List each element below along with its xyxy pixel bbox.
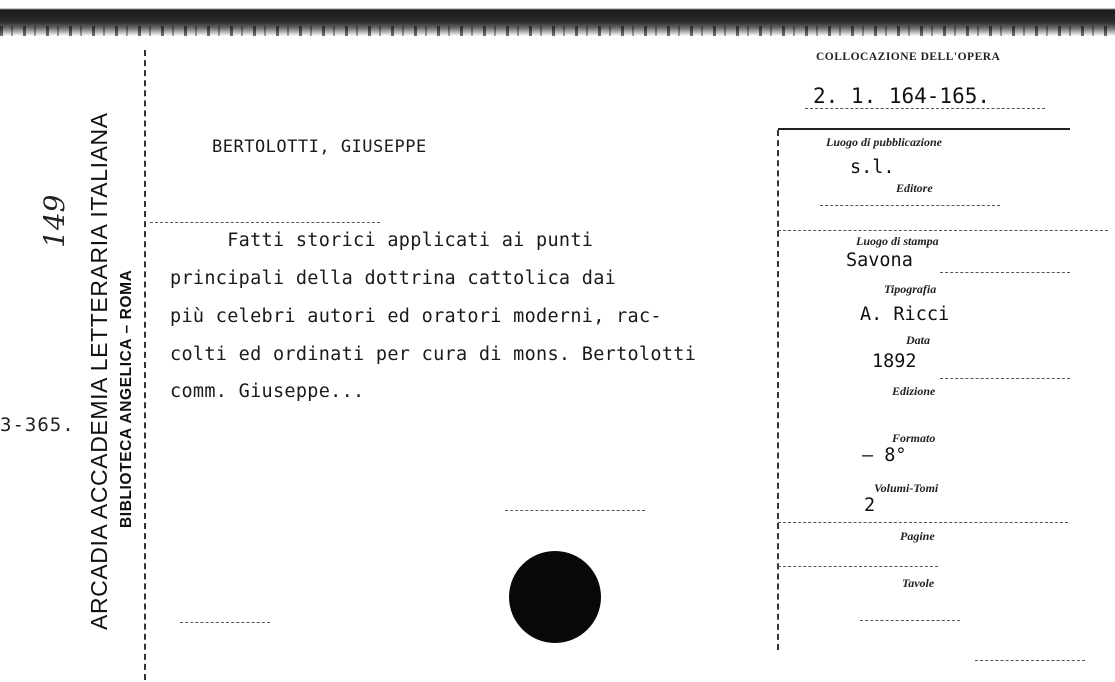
punch-hole (509, 551, 601, 643)
title-line: Fatti storici applicati ai punti (170, 230, 594, 251)
data-line (940, 378, 1070, 379)
data-value: 1892 (872, 351, 917, 372)
volumi-tomi-label: Volumi-Tomi (874, 481, 939, 495)
author-separator (150, 222, 380, 223)
tipografia-label: Tipografia (884, 282, 937, 296)
formato-label: Formato (892, 431, 936, 445)
pagine-label: Pagine (900, 529, 935, 543)
card-left-border (144, 50, 146, 680)
luogo-stampa-line (940, 272, 1070, 273)
library-name: BIBLIOTECA ANGELICA – ROMA (118, 269, 135, 528)
luogo-stampa-value: Savona (846, 250, 913, 271)
title-line: più celebri autori ed oratori moderni, rac- (170, 306, 662, 327)
author-heading: BERTOLOTTI, GIUSEPPE (212, 137, 427, 157)
title-block (170, 230, 780, 410)
tavole-line (860, 620, 960, 621)
tavole-label: Tavole (902, 576, 935, 590)
pagine-line (778, 566, 938, 567)
bottom-dash (180, 622, 270, 623)
institution-name: ARCADIA ACCADEMIA LETTERARIA ITALIANA (86, 112, 112, 630)
volumi-tomi-value: 2 (864, 495, 876, 516)
collocation-label: COLLOCAZIONE DELL'OPERA (816, 51, 1001, 63)
edizione-label: Edizione (892, 384, 936, 398)
collocation-value: 2. 1. 164-165. (813, 84, 991, 108)
collocation-underline (805, 108, 1045, 109)
scan-noise (0, 26, 1115, 36)
luogo-stampa-label: Luogo di stampa (856, 234, 939, 248)
editore-label: Editore (896, 181, 933, 195)
luogo-pubblicazione-value: s.l. (850, 157, 895, 178)
handwritten-number: 149 (38, 194, 71, 248)
editore-line (820, 205, 1000, 206)
fields-panel-top-line (778, 128, 1070, 130)
fields-separator (778, 230, 1108, 231)
mid-dash (505, 510, 645, 511)
data-label: Data (906, 333, 930, 347)
volumi-line (778, 522, 1068, 523)
luogo-pubblicazione-label: Luogo di pubblicazione (826, 135, 943, 149)
bottom-right-dash (975, 660, 1085, 661)
formato-value: – 8° (862, 445, 907, 466)
title-line: principali della dottrina cattolica dai (170, 268, 617, 289)
title-line: comm. Giuseppe... (170, 381, 365, 402)
left-margin-fragment: 3-365. (0, 414, 75, 436)
tipografia-value: A. Ricci (860, 304, 950, 325)
title-line: colti ed ordinati per cura di mons. Bertolotti (170, 344, 697, 365)
